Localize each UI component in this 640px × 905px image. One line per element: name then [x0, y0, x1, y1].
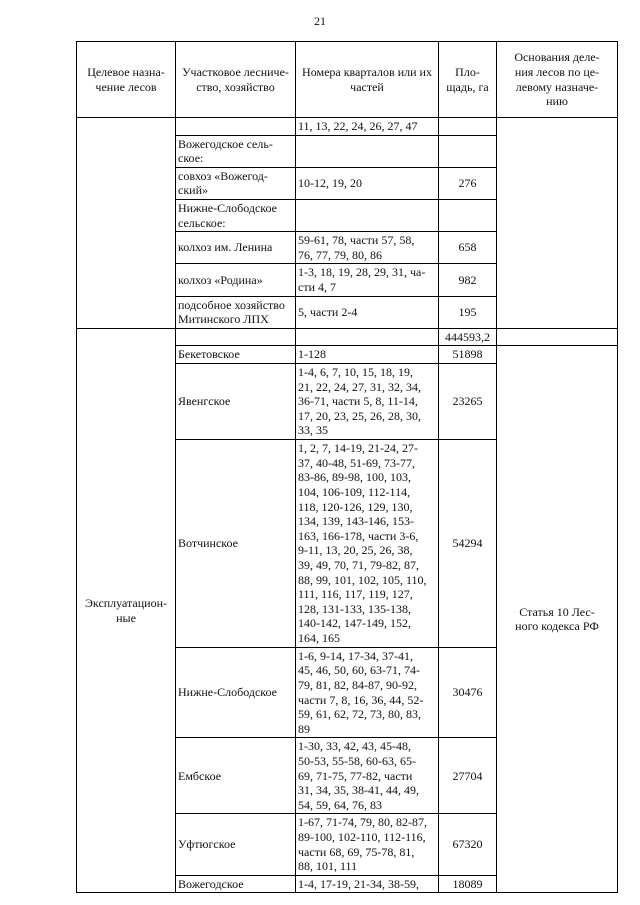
district-cell: Вожегодское сель- ское: [176, 135, 296, 167]
district-cell: Вотчинское [176, 439, 296, 647]
district-cell: Нижне-Слободское сельское: [176, 199, 296, 231]
purpose-cell-exploit: Эксплуатацион- ные [77, 328, 176, 893]
quarters-cell: 1-128 [296, 346, 439, 364]
header-quarters: Номера кварталов или их частей [296, 42, 439, 118]
area-cell: 27704 [439, 738, 497, 814]
area-cell [439, 135, 497, 167]
district-cell [176, 328, 296, 346]
district-cell: совхоз «Вожегод- ский» [176, 167, 296, 199]
header-district: Участковое лесниче- ство, хозяйство [176, 42, 296, 118]
basis-cell-top [497, 328, 618, 346]
quarters-cell: 10-12, 19, 20 [296, 167, 439, 199]
district-cell: Нижне-Слободское [176, 647, 296, 738]
quarters-cell: 1-6, 9-14, 17-34, 37-41, 45, 46, 50, 60, 63-71, 74- 79, 81, 82, 84-87, 90-92, части 7, 8, 16, 36, 44, 52- 59, 61, 62, 72, 73, 80, 83, 89 [296, 647, 439, 738]
quarters-cell: 59-61, 78, части 57, 58, 76, 77, 79, 80, 86 [296, 232, 439, 264]
quarters-cell: 1-3, 18, 19, 28, 29, 31, ча- сти 4, 7 [296, 264, 439, 296]
quarters-cell: 5, части 2-4 [296, 296, 439, 328]
basis-cell-exploit: Статья 10 Лес- ного кодекса РФ [497, 346, 618, 893]
quarters-cell [296, 199, 439, 231]
quarters-cell: 1-67, 71-74, 79, 80, 82-87, 89-100, 102-110, 112-116, части 68, 69, 75-78, 81, 88, 101, 111 [296, 814, 439, 875]
purpose-cell-continued [77, 118, 176, 329]
forest-purpose-table [76, 41, 618, 893]
district-cell: Явенгское [176, 363, 296, 439]
area-cell: 67320 [439, 814, 497, 875]
area-cell: 51898 [439, 346, 497, 364]
district-cell: Ембское [176, 738, 296, 814]
quarters-cell: 11, 13, 22, 24, 26, 27, 47 [296, 118, 439, 136]
district-cell [176, 118, 296, 136]
header-basis: Основания деле- ния лесов по це- левому назначе- нию [497, 42, 618, 118]
quarters-cell: 1, 2, 7, 14-19, 21-24, 27- 37, 40-48, 51-69, 73-77, 83-86, 89-98, 100, 103, 104, 106-109, 112-114, 118, 120-126, 129, 130, 134, 139, 143-146, 153- 163, 166-178, части 3-6, 9-11, 13, 20, 25, 26, 38, 39, 49, 70, 71, 79-82, 87, 88, 99, 101, 102, 105, 110, 111, 116, 117, 119, 127, 128, 131-133, 135-138, 140-142, 147-149, 152, 164, 165 [296, 439, 439, 647]
table-header-row [77, 42, 618, 118]
district-cell: колхоз «Родина» [176, 264, 296, 296]
area-cell: 658 [439, 232, 497, 264]
area-cell: 276 [439, 167, 497, 199]
quarters-cell [296, 328, 439, 346]
district-cell: Вожегодское [176, 875, 296, 893]
area-cell: 195 [439, 296, 497, 328]
area-cell [439, 199, 497, 231]
quarters-cell [296, 135, 439, 167]
area-cell: 982 [439, 264, 497, 296]
category-total-row [77, 328, 618, 346]
page-number: 21 [314, 14, 326, 28]
district-cell: подсобное хозяйство Митинского ЛПХ [176, 296, 296, 328]
area-cell: 54294 [439, 439, 497, 647]
area-cell: 30476 [439, 647, 497, 738]
quarters-cell: 1-4, 6, 7, 10, 15, 18, 19, 21, 22, 24, 27, 31, 32, 34, 36-71, части 5, 8, 11-14, 17, 20, 23, 25, 26, 28, 30, 33, 35 [296, 363, 439, 439]
area-cell [439, 118, 497, 136]
quarters-cell: 1-30, 33, 42, 43, 45-48, 50-53, 55-58, 60-63, 65- 69, 71-75, 77-82, части 31, 34, 35, 38-41, 44, 49, 54, 59, 64, 76, 83 [296, 738, 439, 814]
area-cell: 18089 [439, 875, 497, 893]
basis-cell-continued [497, 118, 618, 329]
area-cell: 23265 [439, 363, 497, 439]
table-row [77, 118, 618, 136]
total-area-cell: 444593,2 [439, 328, 497, 346]
header-area: Пло- щадь, га [439, 42, 497, 118]
header-purpose: Целевое назна- чение лесов [77, 42, 176, 118]
quarters-cell: 1-4, 17-19, 21-34, 38-59, [296, 875, 439, 893]
district-cell: Бекетовское [176, 346, 296, 364]
district-cell: Уфтюгское [176, 814, 296, 875]
district-cell: колхоз им. Ленина [176, 232, 296, 264]
